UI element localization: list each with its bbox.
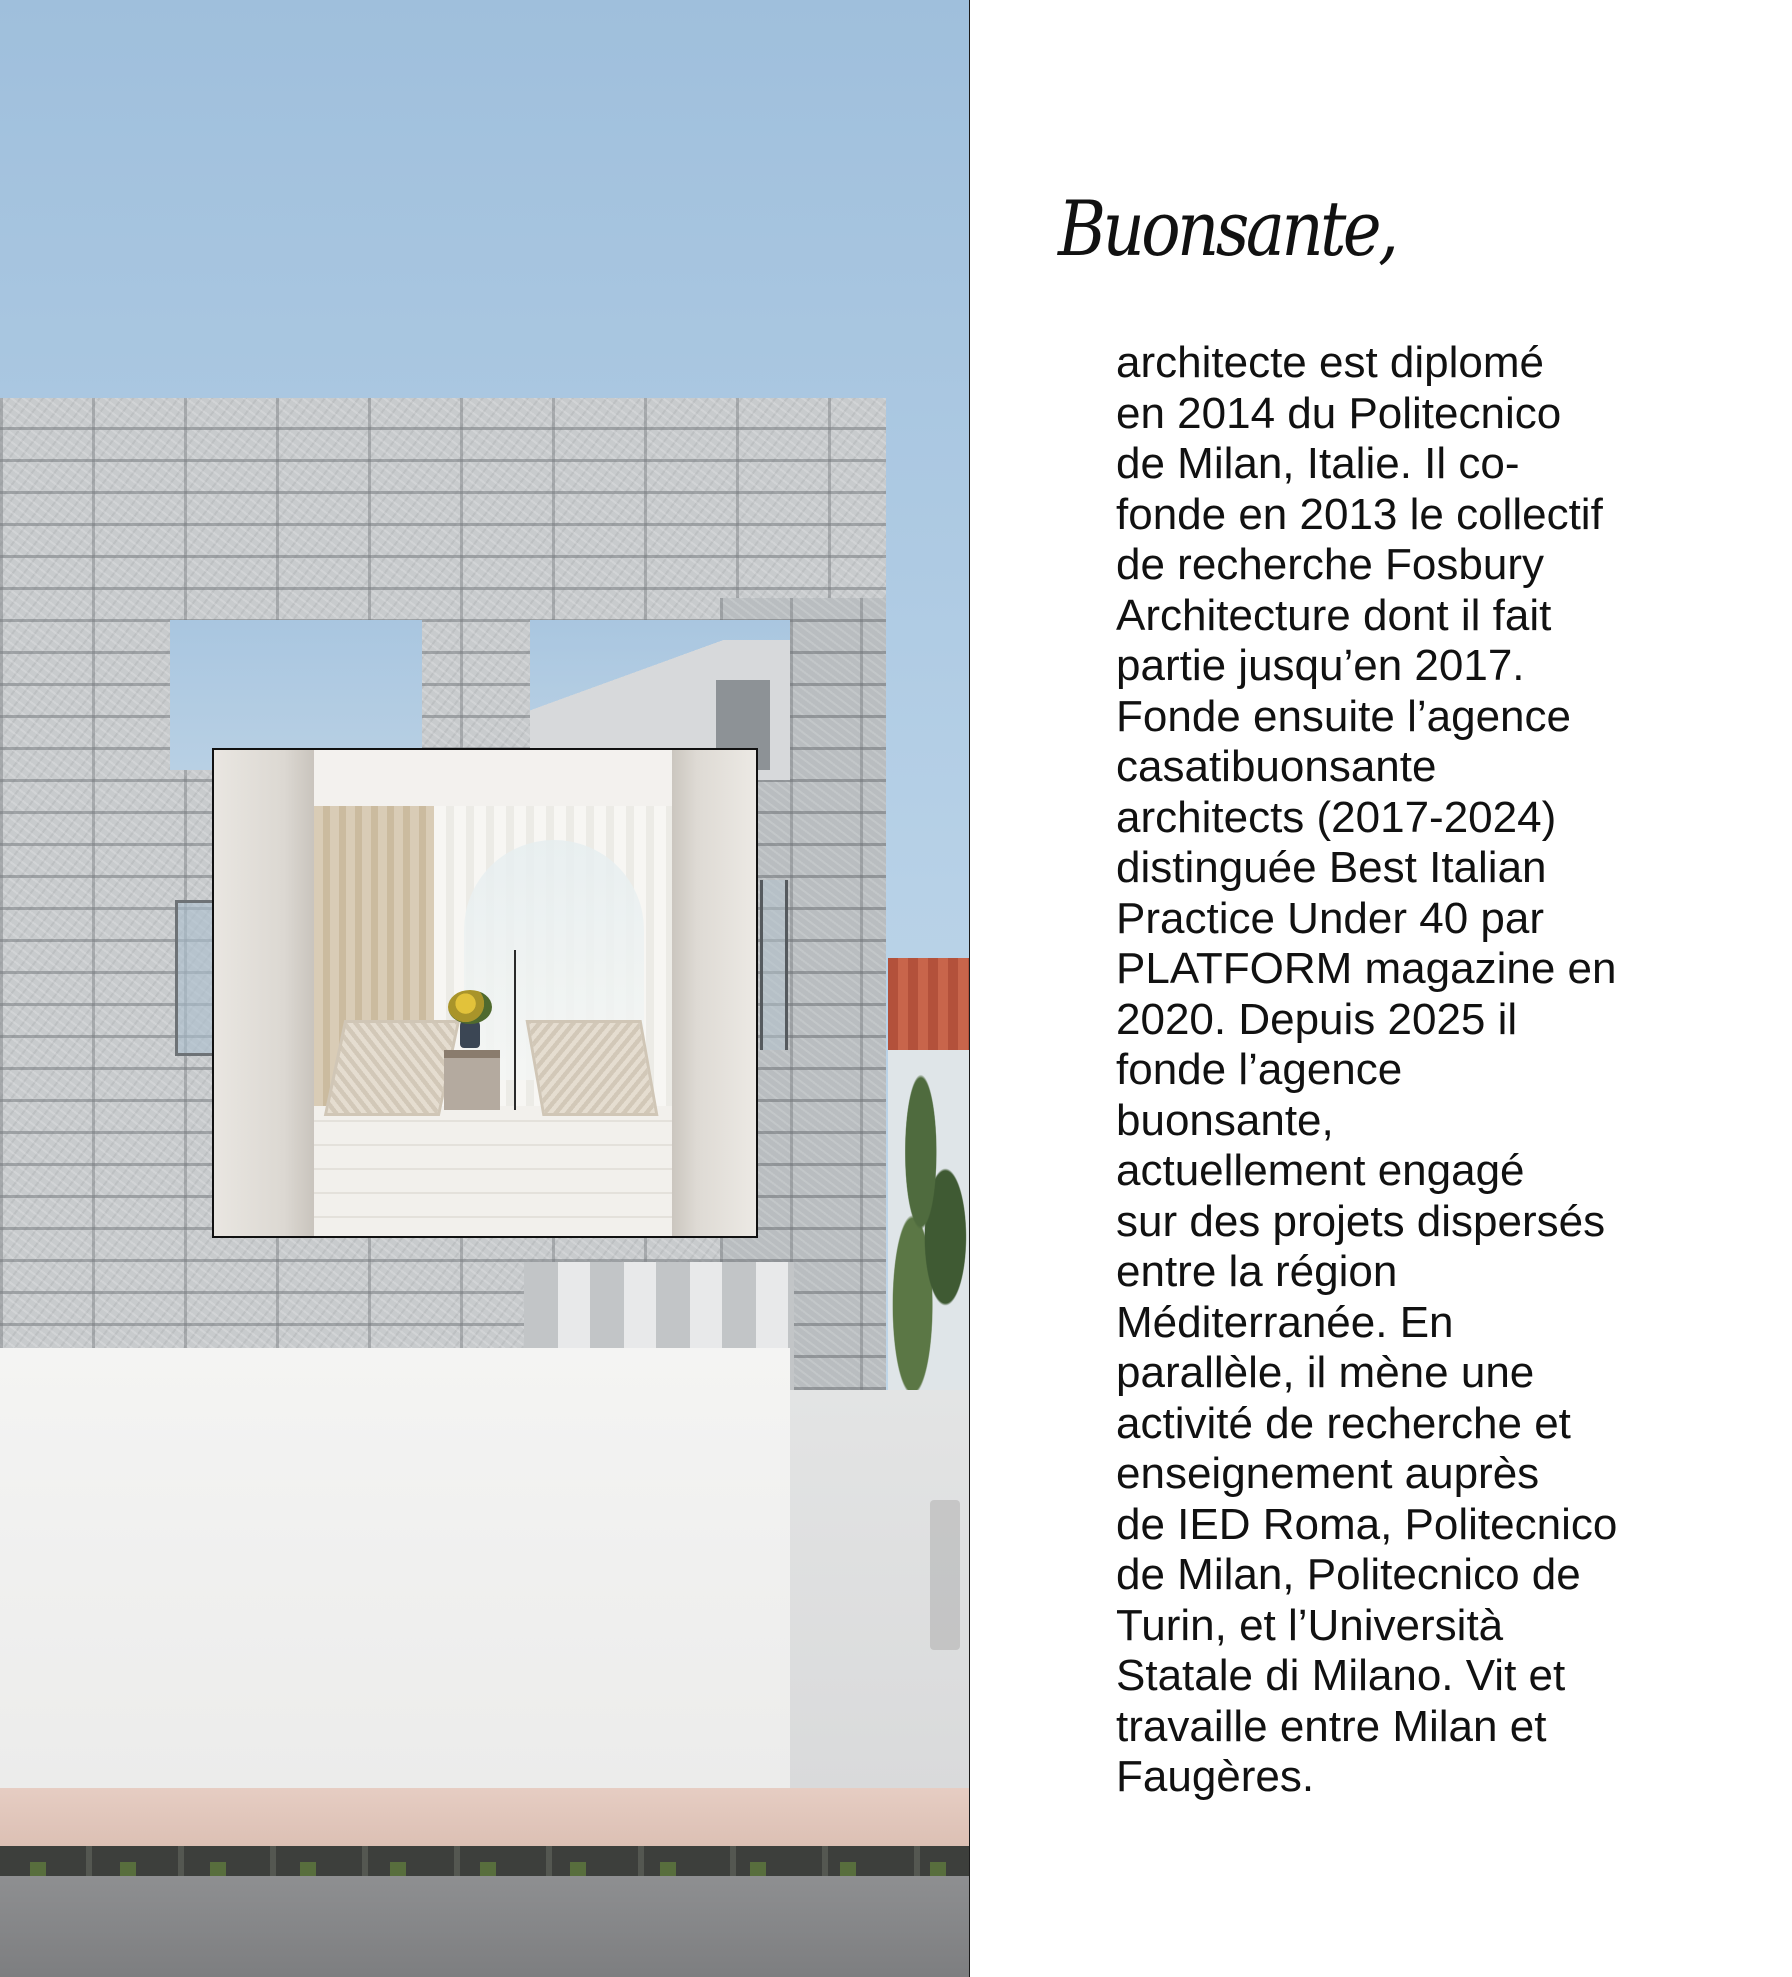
road xyxy=(0,1876,970,1977)
window-frame-right xyxy=(760,880,788,1050)
bio-line: Practice Under 40 par xyxy=(1116,893,1544,943)
door-jamb-right xyxy=(672,750,756,1236)
bio-line: Statale di Milano. Vit et xyxy=(1116,1651,1566,1700)
bio-line: de IED Roma, Politecnico xyxy=(1116,1499,1618,1549)
yellow-flowers xyxy=(448,990,492,1024)
bio-line: partie jusqu’en 2017. xyxy=(1116,641,1525,690)
bio-line: en 2014 du Politecnico xyxy=(1116,388,1562,438)
bio-line: architects (2017-2024) xyxy=(1116,792,1557,842)
bio-line: de recherche Fosbury xyxy=(1116,540,1544,589)
weeds xyxy=(0,1862,970,1876)
bio-line: sur des projets dispersés xyxy=(1116,1196,1606,1246)
page-title: Buonsante, xyxy=(1058,184,1396,273)
woven-chair-right xyxy=(526,1020,659,1116)
pavement xyxy=(0,1788,970,1846)
bio-line: 2020. Depuis 2025 il xyxy=(1116,994,1518,1044)
bio-line: architecte est diplomé xyxy=(1116,338,1544,387)
floor-lamp xyxy=(514,950,516,1110)
bio-line: enseignement auprès xyxy=(1116,1449,1540,1498)
bio-line: Turin, et l’Università xyxy=(1116,1600,1504,1650)
white-boundary-wall xyxy=(0,1348,790,1788)
bio-line: actuellement engagé xyxy=(1116,1146,1525,1195)
bio-line: Architecture dont il fait xyxy=(1116,590,1552,640)
biography-text xyxy=(1116,338,1617,1803)
bio-line: PLATFORM magazine en xyxy=(1116,944,1617,993)
bio-line: de Milan, Italie. Il co- xyxy=(1116,439,1520,488)
bio-line: Fonde ensuite l’agence xyxy=(1116,691,1571,741)
interior-photo-inset xyxy=(212,748,758,1238)
bio-line: fonde l’agence xyxy=(1116,1045,1403,1094)
panel-divider xyxy=(969,0,970,1977)
bio-line: Méditerranée. En xyxy=(1116,1297,1454,1347)
interior-floor xyxy=(314,1106,676,1238)
bio-line: de Milan, Politecnico de xyxy=(1116,1550,1581,1599)
bio-line: fonde en 2013 le collectif xyxy=(1116,489,1603,539)
door-jamb-left xyxy=(214,750,314,1236)
bio-line: parallèle, il mène une xyxy=(1116,1348,1535,1397)
wall-shadow xyxy=(930,1500,960,1650)
bio-line: activité de recherche et xyxy=(1116,1398,1571,1448)
bio-line: distinguée Best Italian xyxy=(1116,843,1547,892)
bio-line: casatibuonsante xyxy=(1116,742,1437,791)
palm-tree xyxy=(888,1050,970,1390)
side-table xyxy=(444,1050,500,1110)
bio-line: Faugères. xyxy=(1116,1752,1315,1801)
bio-line: travaille entre Milan et xyxy=(1116,1701,1547,1751)
window-frame-left xyxy=(175,900,217,1056)
terracotta-roof xyxy=(888,958,970,1050)
bio-line: entre la région xyxy=(1116,1247,1398,1296)
woven-chair-left xyxy=(324,1020,460,1116)
interior-ceiling xyxy=(314,750,676,806)
bio-line: buonsante, xyxy=(1116,1095,1334,1145)
